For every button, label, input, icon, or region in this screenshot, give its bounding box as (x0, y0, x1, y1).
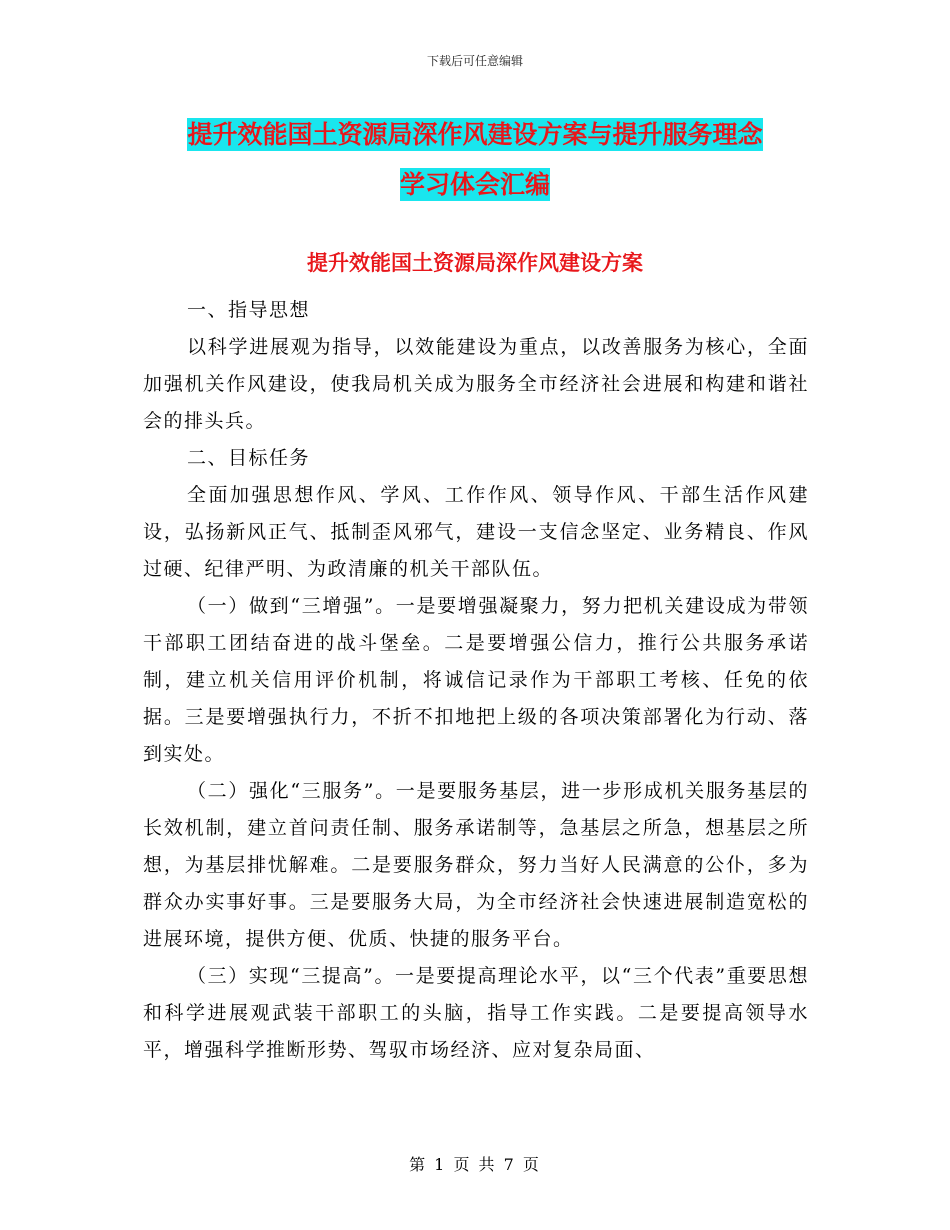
paragraph-goals-tasks: 全面加强思想作风、学风、工作作风、领导作风、干部生活作风建设，弘扬新风正气、抵制歪风邪气，建设一支信念坚定、业务精良、作风过硬、纪律严明、为政清廉的机关干部队伍。 (143, 484, 809, 580)
section-title: 提升效能国土资源局深作风建设方案 (307, 251, 643, 275)
paragraph-three-services: （二）强化“三服务”。一是要服务基层，进一步形成机关服务基层的长效机制，建立首问责任制、服务承诺制等，急基层之所急，想基层之所想，为基层排忧解难。二是要服务群众，努力当好人民满意的公仆，多为群众办实事好事。三是要服务大局，为全市经济社会快速进展制造宽松的进展环境，提供方便、优质、快捷的服务平台。 (143, 780, 809, 950)
paragraph-guiding-ideology: 以科学进展观为指导，以效能建设为重点，以改善服务为核心，全面加强机关作风建设，使我局机关成为服务全市经济社会进展和构建和谐社会的排头兵。 (143, 336, 809, 432)
page-header-note: 下载后可任意编辑 (426, 54, 523, 68)
document-title-line-2: 学习体会汇编 (399, 170, 550, 199)
document-body (143, 292, 809, 1069)
paragraph-three-strengthen: （一）做到“三增强”。一是要增强凝聚力，努力把机关建设成为带领干部职工团结奋进的战斗堡垒。二是要增强公信力，推行公共服务承诺制，建立机关信用评价机制，将诚信记录作为干部职工考核、任免的依据。三是要增强执行力，不折不扣地把上级的各项决策部署化为行动、落到实处。 (143, 595, 809, 765)
page-number-footer: 第 1 页 共 7 页 (409, 1155, 541, 1174)
document-title-line-1: 提升效能国土资源局深作风建设方案与提升服务理念 (187, 120, 763, 149)
heading-guiding-ideology: 一、指导思想 (187, 299, 311, 321)
paragraph-three-improvements: （三）实现“三提高”。一是要提高理论水平，以“三个代表”重要思想和科学进展观武装干部职工的头脑，指导工作实践。二是要提高领导水平，增强科学推断形势、驾驭市场经济、应对复杂局面、 (143, 965, 809, 1061)
heading-goals-tasks: 二、目标任务 (187, 447, 311, 469)
document-title (0, 110, 950, 210)
